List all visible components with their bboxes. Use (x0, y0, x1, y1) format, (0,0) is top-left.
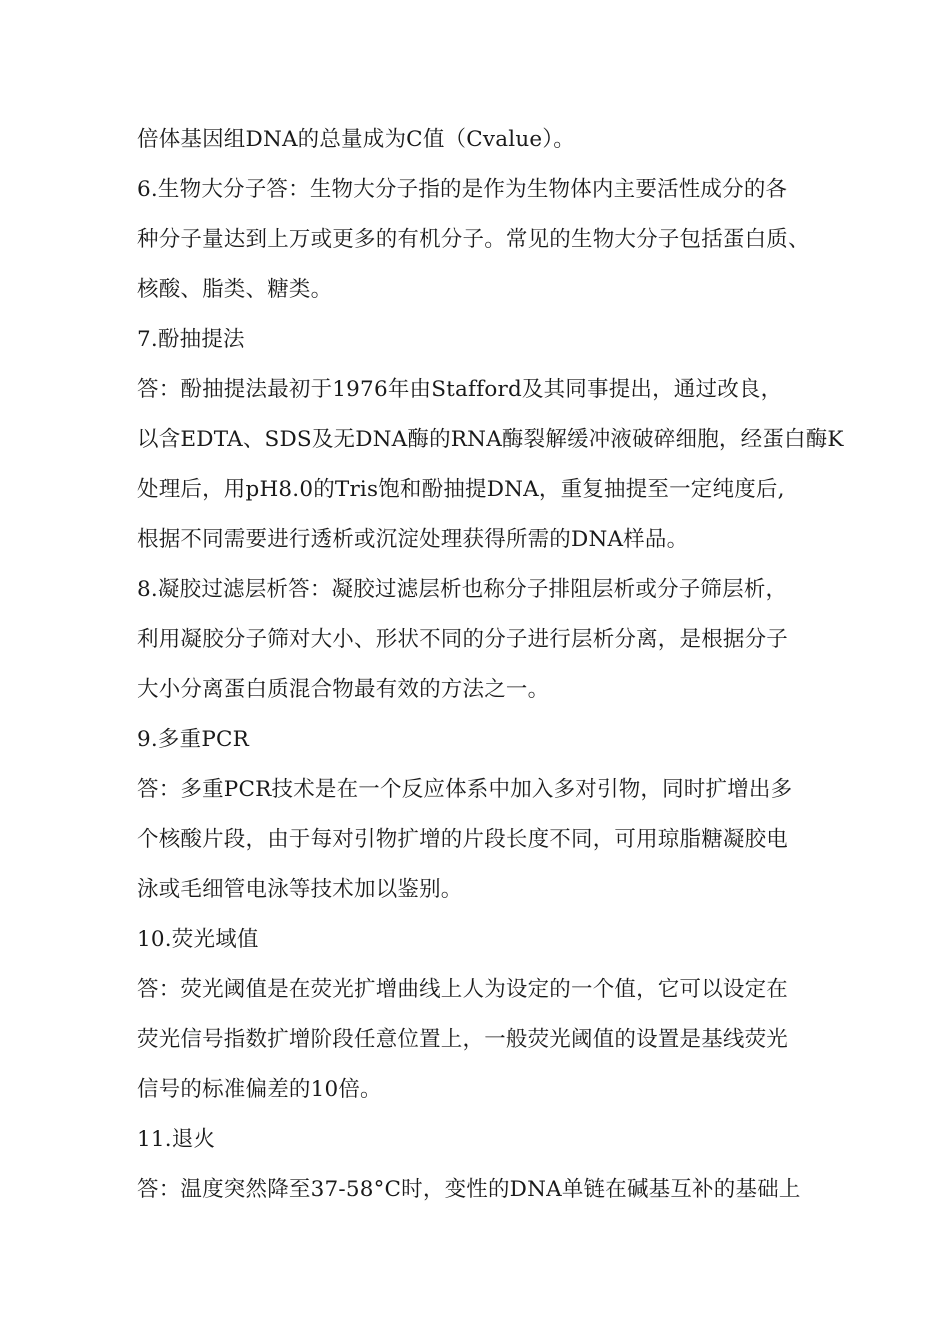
text-line-item-6-body-2: 核酸、脂类、糖类。 (137, 277, 333, 302)
text-line-item-8-body-2: 大小分离蛋白质混合物最有效的方法之一。 (137, 677, 550, 702)
text-line-item-9-body-2: 个核酸片段，由于每对引物扩增的片段长度不同，可用琼脂糖凝胶电 (137, 827, 789, 852)
text-line-item-9-body-1: 答：多重PCR技术是在一个反应体系中加入多对引物，同时扩增出多 (137, 777, 793, 802)
text-line-item-9-heading: 9.多重PCR (137, 727, 250, 752)
text-line-item-10-body-2: 荧光信号指数扩增阶段任意位置上，一般荧光阈值的设置是基线荧光 (137, 1027, 789, 1052)
text-line-item-7-body-2: 以含EDTA、SDS及无DNA酶的RNA酶裂解缓冲液破碎细胞，经蛋白酶K (137, 427, 844, 452)
text-line-item-11-body-1: 答：温度突然降至37-58°C时，变性的DNA单链在碱基互补的基础上 (137, 1177, 801, 1202)
text-line-item-6-body-1: 种分子量达到上万或更多的有机分子。常见的生物大分子包括蛋白质、 (137, 227, 810, 252)
text-line-item-10-heading: 10.荧光域值 (137, 927, 259, 952)
text-line-item-8-body-1: 利用凝胶分子筛对大小、形状不同的分子进行层析分离，是根据分子 (137, 627, 789, 652)
text-line-item-9-body-3: 泳或毛细管电泳等技术加以鉴别。 (137, 877, 463, 902)
text-line-c-value-end: 倍体基因组DNA的总量成为C值（Cvalue）。 (137, 127, 575, 152)
text-line-item-7-heading: 7.酚抽提法 (137, 327, 245, 352)
text-line-item-7-body-1: 答：酚抽提法最初于1976年由Stafford及其同事提出，通过改良， (137, 377, 783, 402)
text-line-item-6-heading: 6.生物大分子答：生物大分子指的是作为生物体内主要活性成分的各 (137, 177, 788, 202)
text-line-item-10-body-1: 答：荧光阈值是在荧光扩增曲线上人为设定的一个值，它可以设定在 (137, 977, 789, 1002)
text-line-item-10-body-3: 信号的标准偏差的10倍。 (137, 1077, 382, 1102)
text-line-item-8-heading: 8.凝胶过滤层析答：凝胶过滤层析也称分子排阻层析或分子筛层析， (137, 577, 788, 602)
text-line-item-7-body-4: 根据不同需要进行透析或沉淀处理获得所需的DNA样品。 (137, 527, 689, 552)
text-line-item-11-heading: 11.退火 (137, 1127, 216, 1152)
text-line-item-7-body-3: 处理后，用pH8.0的Tris饱和酚抽提DNA，重复抽提至一定纯度后, (137, 477, 785, 502)
